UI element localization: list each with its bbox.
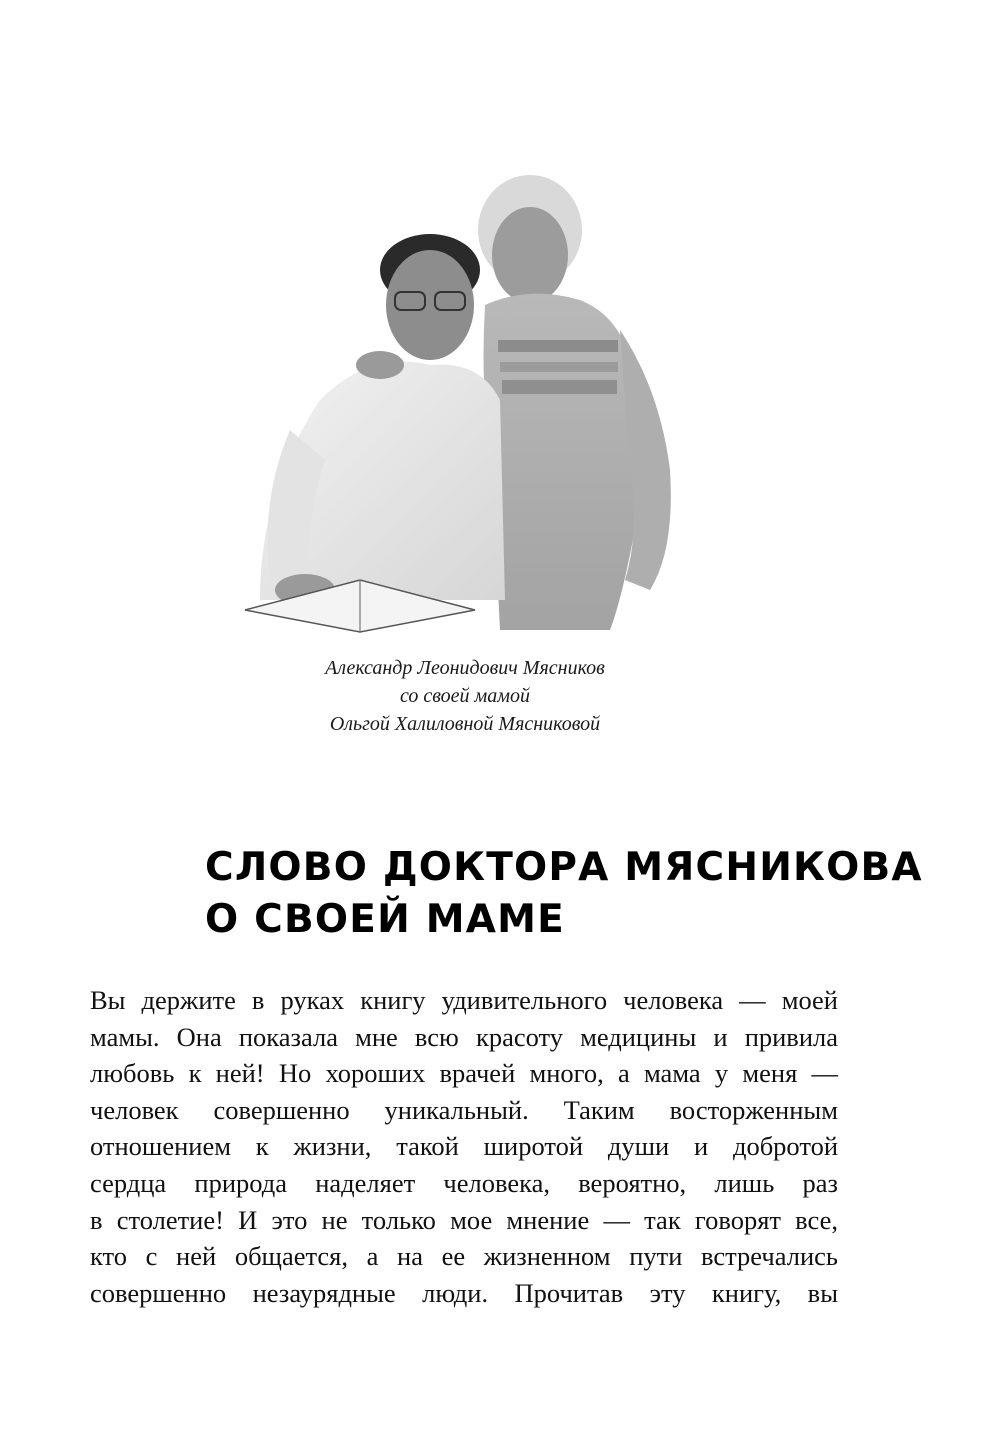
caption-line: Александр Леонидович Мясников [325,657,605,679]
body-line: сердца природа наделяет человека, вероятно, лишь раз [90,1167,838,1198]
body-line: совершенно незаурядные люди. Прочитав эту книгу, вы [90,1277,838,1308]
woman-face [492,207,568,303]
body-line: мамы. Она показала мне всю красоту медицины и привила [90,1021,838,1052]
body-paragraph [90,982,838,1311]
caption-line: со своей мамой [399,685,531,707]
body-line: отношением к жизни, такой широтой души и добротой [90,1131,838,1162]
heading-line: О СВОЕЙ МАМЕ [205,897,565,942]
body-line: Вы держите в руках книгу удивительного человека — моей [90,985,838,1015]
man-face [386,250,474,360]
chapter-heading [205,842,923,946]
body-line: кто с ней общается, а на ее жизненном пути встречались [90,1241,838,1272]
photo-caption [240,654,690,738]
heading-line: СЛОВО ДОКТОРА МЯСНИКОВА [205,845,923,890]
body-line: в столетие! И это не только мое мнение — так говорят все, [90,1204,838,1235]
portrait-photo [230,170,700,640]
body-line: человек совершенно уникальный. Таким восторженным [90,1094,838,1125]
caption-line: Ольгой Халиловной Мясниковой [329,713,601,735]
body-line: любовь к ней! Но хороших врачей много, а мама у меня — [90,1058,838,1089]
